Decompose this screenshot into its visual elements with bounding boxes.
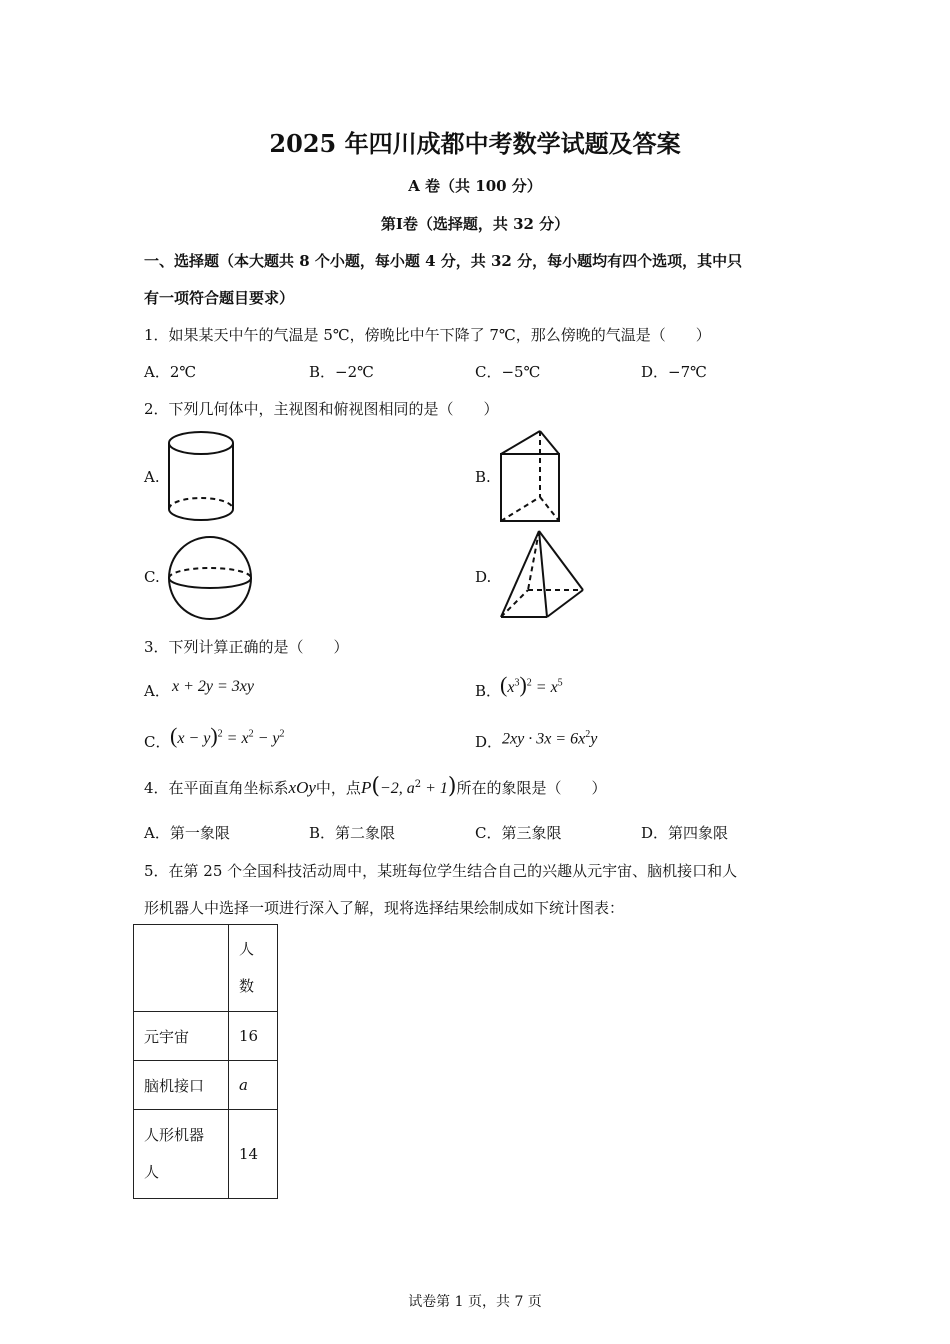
q3-option-a: x + 2y = 3xy: [172, 678, 254, 695]
cylinder-figure: [160, 425, 244, 527]
q3-option-c: [170, 723, 284, 749]
q3-c-rhs1: = x: [226, 730, 249, 747]
page-footer: 试卷第 1 页，共 7 页: [408, 1294, 542, 1310]
right-paren: ): [210, 723, 218, 748]
q4-stem-mid: 中，点: [315, 779, 361, 797]
q3-option-d: [502, 729, 597, 748]
q4-point-exp: 2: [414, 779, 422, 790]
q3-b-rhs-exp: 5: [557, 677, 563, 689]
sphere-figure: [164, 535, 256, 621]
q4-stem-post: 所在的象限是（ ）: [456, 779, 607, 797]
q4-stem-pre: 4．在平面直角坐标系: [144, 779, 289, 797]
label-line-2: 人: [144, 1163, 160, 1181]
table-cell-empty: [134, 925, 229, 1012]
q3-c-rhs2-exp: 2: [279, 728, 285, 740]
table-cell-label: [134, 1110, 229, 1199]
q4-option-b: B．第二象限: [309, 824, 396, 842]
doc-title: 2025 年四川成都中考数学试题及答案: [269, 129, 681, 158]
q4-option-c: C．第三象限: [475, 824, 562, 842]
q2-label-a: A.: [144, 468, 160, 486]
q4-point-args-1: −2, a: [379, 780, 415, 797]
q3-label-b: B．: [475, 682, 502, 700]
q1-option-d: D．−7℃: [641, 363, 707, 381]
table-cell-label: 元宇宙: [134, 1012, 229, 1061]
q3-stem: 3．下列计算正确的是（ ）: [144, 638, 349, 656]
q3-label-c: C．: [144, 733, 171, 751]
q3-b-exp-inner: 3: [514, 677, 520, 689]
q3-c-inner: x − y: [177, 730, 211, 747]
q3-d-exp: 2: [585, 729, 591, 740]
triangular-prism-figure: [495, 425, 565, 525]
left-paren: (: [500, 672, 508, 697]
part-heading: 第Ⅰ卷（选择题，共 32 分）: [380, 215, 570, 233]
right-paren: ): [447, 774, 457, 799]
label-line-1: 人形机器: [144, 1126, 205, 1144]
table-cell-value: a: [229, 1061, 278, 1110]
q3-d-tail: y: [590, 730, 598, 748]
q3-d-lhs: 2xy · 3x = 6x: [502, 730, 586, 748]
section-heading-line1: 一、选择题（本大题共 8 个小题，每小题 4 分，共 32 分，每小题均有四个选项，其中只: [144, 252, 743, 270]
header-char-2: 数: [239, 977, 255, 995]
q3-b-exp-outer: 2: [526, 677, 532, 689]
volume-heading: A 卷（共 100 分）: [408, 177, 542, 195]
q1-option-c: C．−5℃: [475, 363, 541, 381]
right-paren: ): [519, 672, 527, 697]
table-row: [134, 925, 278, 1012]
q3-option-b: [500, 672, 563, 698]
table-cell-label: 脑机接口: [134, 1061, 229, 1110]
q4-point-args-2: + 1: [421, 780, 448, 797]
left-paren: (: [170, 723, 178, 748]
q3-c-rhs2: − y: [253, 730, 280, 747]
q2-label-b: B.: [475, 468, 491, 486]
table-cell-value: 16: [229, 1012, 278, 1061]
square-pyramid-figure: [495, 527, 590, 623]
table-row: [134, 1110, 278, 1199]
header-char-1: 人: [239, 940, 255, 958]
table-row: [134, 1061, 278, 1110]
left-paren: (: [371, 774, 380, 799]
q3-label-d: D．: [475, 733, 503, 751]
q1-option-b: B．−2℃: [309, 363, 374, 381]
q5-stem-line2: 形机器人中选择一项进行深入了解，现将选择结果绘制成如下统计图表：: [144, 899, 625, 917]
q4-option-a: A．第一象限: [144, 824, 230, 842]
table-row: [134, 1012, 278, 1061]
q3-label-a: A．: [144, 682, 170, 700]
section-heading-line2: 有一项符合题目要求）: [144, 289, 295, 307]
q3-b-rhs: = x: [535, 679, 558, 696]
q5-stem-line1: 5．在第 25 个全国科技活动周中，某班每位学生结合自己的兴趣从元宇宙、脑机接口和人: [144, 862, 738, 880]
q3-c-exp: 2: [217, 728, 223, 740]
q4-option-d: D．第四象限: [641, 824, 729, 842]
q4-point: P: [360, 778, 372, 797]
table-cell-value: 14: [229, 1110, 278, 1199]
q1-option-a: A．2℃: [144, 363, 197, 381]
q2-label-d: D.: [475, 568, 492, 586]
table-header-count: [229, 925, 278, 1012]
q3-c-rhs1-exp: 2: [248, 728, 254, 740]
q5-stat-table: [133, 924, 278, 1199]
q4-coord: xOy: [288, 778, 316, 797]
q3-b-base: x: [507, 679, 515, 696]
q2-label-c: C.: [144, 568, 160, 586]
q1-stem: 1．如果某天中午的气温是 5℃，傍晚比中午下降了 7℃，那么傍晚的气温是（ ）: [144, 326, 711, 344]
q2-stem: 2．下列几何体中，主视图和俯视图相同的是（ ）: [144, 400, 499, 418]
q4-stem: [144, 774, 607, 799]
